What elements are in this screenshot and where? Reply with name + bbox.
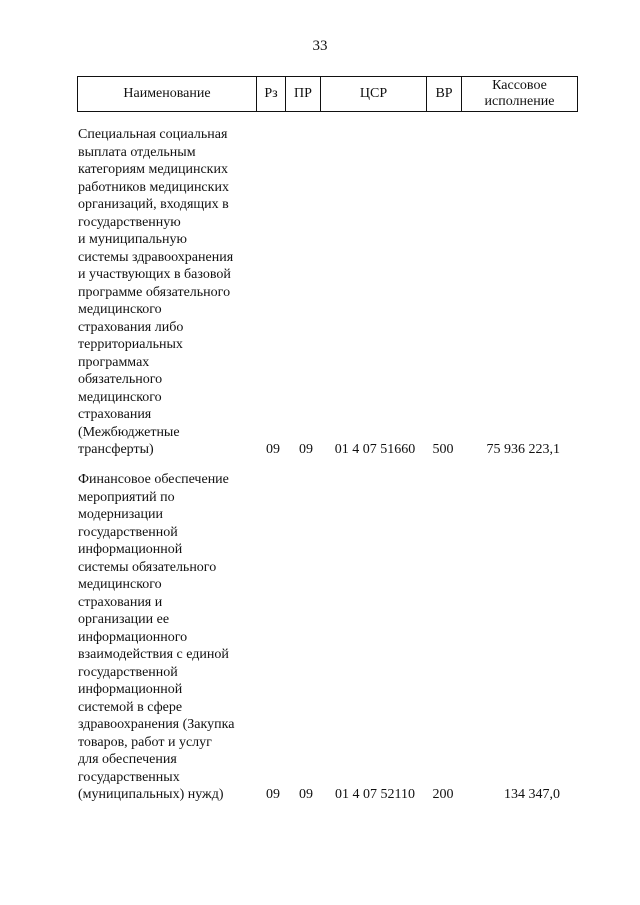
row-name-line: медицинского bbox=[78, 302, 162, 317]
row-name-line: (муниципальных) нужд) bbox=[78, 787, 224, 802]
row-sum: 75 936 223,1 bbox=[486, 442, 560, 457]
row-name-line: государственной bbox=[78, 524, 178, 540]
row-name-line: медицинского bbox=[78, 389, 162, 405]
row-name-line: категориям медицинских bbox=[78, 162, 228, 177]
column-header-vr: ВР bbox=[427, 77, 462, 112]
row-name-line: системы обязательного bbox=[78, 559, 217, 575]
row-name-line: выплата отдельным bbox=[78, 144, 196, 160]
row-name-line: и муниципальную bbox=[78, 232, 187, 247]
column-header-sum-line1: Кассовое bbox=[492, 78, 547, 93]
row-pr: 09 bbox=[299, 787, 313, 802]
column-header-sum-line2: исполнение bbox=[484, 94, 555, 109]
row-name-line: организации ее bbox=[78, 612, 170, 627]
row-name-line: государственной bbox=[78, 664, 178, 680]
row-name-line: информационного bbox=[78, 629, 188, 645]
row-name-line: информационной bbox=[78, 542, 183, 557]
table-header bbox=[77, 76, 578, 112]
row-pr: 09 bbox=[299, 442, 313, 457]
column-header-pr: ПР bbox=[286, 77, 321, 112]
row-name-line: (Межбюджетные bbox=[78, 424, 180, 440]
row-name-line: организаций, входящих в bbox=[78, 197, 229, 212]
row-name-line: информационной bbox=[78, 682, 183, 697]
row-name-line: мероприятий по bbox=[78, 489, 175, 505]
row-name-line: системой в сфере bbox=[78, 699, 183, 715]
row-name-line: программе обязательного bbox=[78, 284, 231, 300]
row-name bbox=[78, 126, 258, 459]
row-name-line: страхования и bbox=[78, 594, 163, 610]
row-name-line: работников медицинских bbox=[78, 179, 229, 195]
row-name-line: страхования либо bbox=[78, 319, 184, 335]
row-name-line: и участвующих в базовой bbox=[78, 267, 231, 282]
row-name-line: Финансовое обеспечение bbox=[78, 472, 229, 487]
row-vr: 200 bbox=[432, 787, 454, 802]
column-header-name: Наименование bbox=[78, 77, 257, 112]
row-name-line: страхования bbox=[78, 407, 152, 422]
row-csr: 01 4 07 51660 bbox=[334, 442, 416, 457]
row-name-line: Специальная социальная bbox=[78, 127, 228, 142]
column-header-sum bbox=[462, 77, 578, 112]
row-rz: 09 bbox=[266, 442, 280, 457]
row-rz: 09 bbox=[266, 787, 280, 802]
row-name-line: государственных bbox=[78, 769, 180, 785]
row-name-line: территориальных bbox=[78, 337, 183, 352]
row-name bbox=[78, 471, 258, 804]
row-name-line: трансферты) bbox=[78, 442, 154, 457]
row-name-line: для обеспечения bbox=[78, 752, 177, 767]
row-name-line: модернизации bbox=[78, 507, 163, 522]
column-header-rz: Рз bbox=[257, 77, 286, 112]
row-csr: 01 4 07 52110 bbox=[335, 787, 415, 802]
row-name-line: здравоохранения (Закупка bbox=[78, 717, 235, 732]
row-name-line: системы здравоохранения bbox=[78, 249, 234, 265]
row-name-line: программах bbox=[78, 354, 150, 370]
column-header-csr: ЦСР bbox=[321, 77, 427, 112]
page-number: 33 bbox=[312, 38, 328, 54]
row-name-line: медицинского bbox=[78, 577, 162, 592]
row-name-line: взаимодействия с единой bbox=[78, 647, 229, 662]
row-name-line: обязательного bbox=[78, 372, 163, 387]
row-vr: 500 bbox=[432, 442, 454, 457]
row-name-line: товаров, работ и услуг bbox=[78, 734, 212, 750]
row-sum: 134 347,0 bbox=[504, 787, 560, 802]
row-name-line: государственную bbox=[78, 214, 181, 230]
